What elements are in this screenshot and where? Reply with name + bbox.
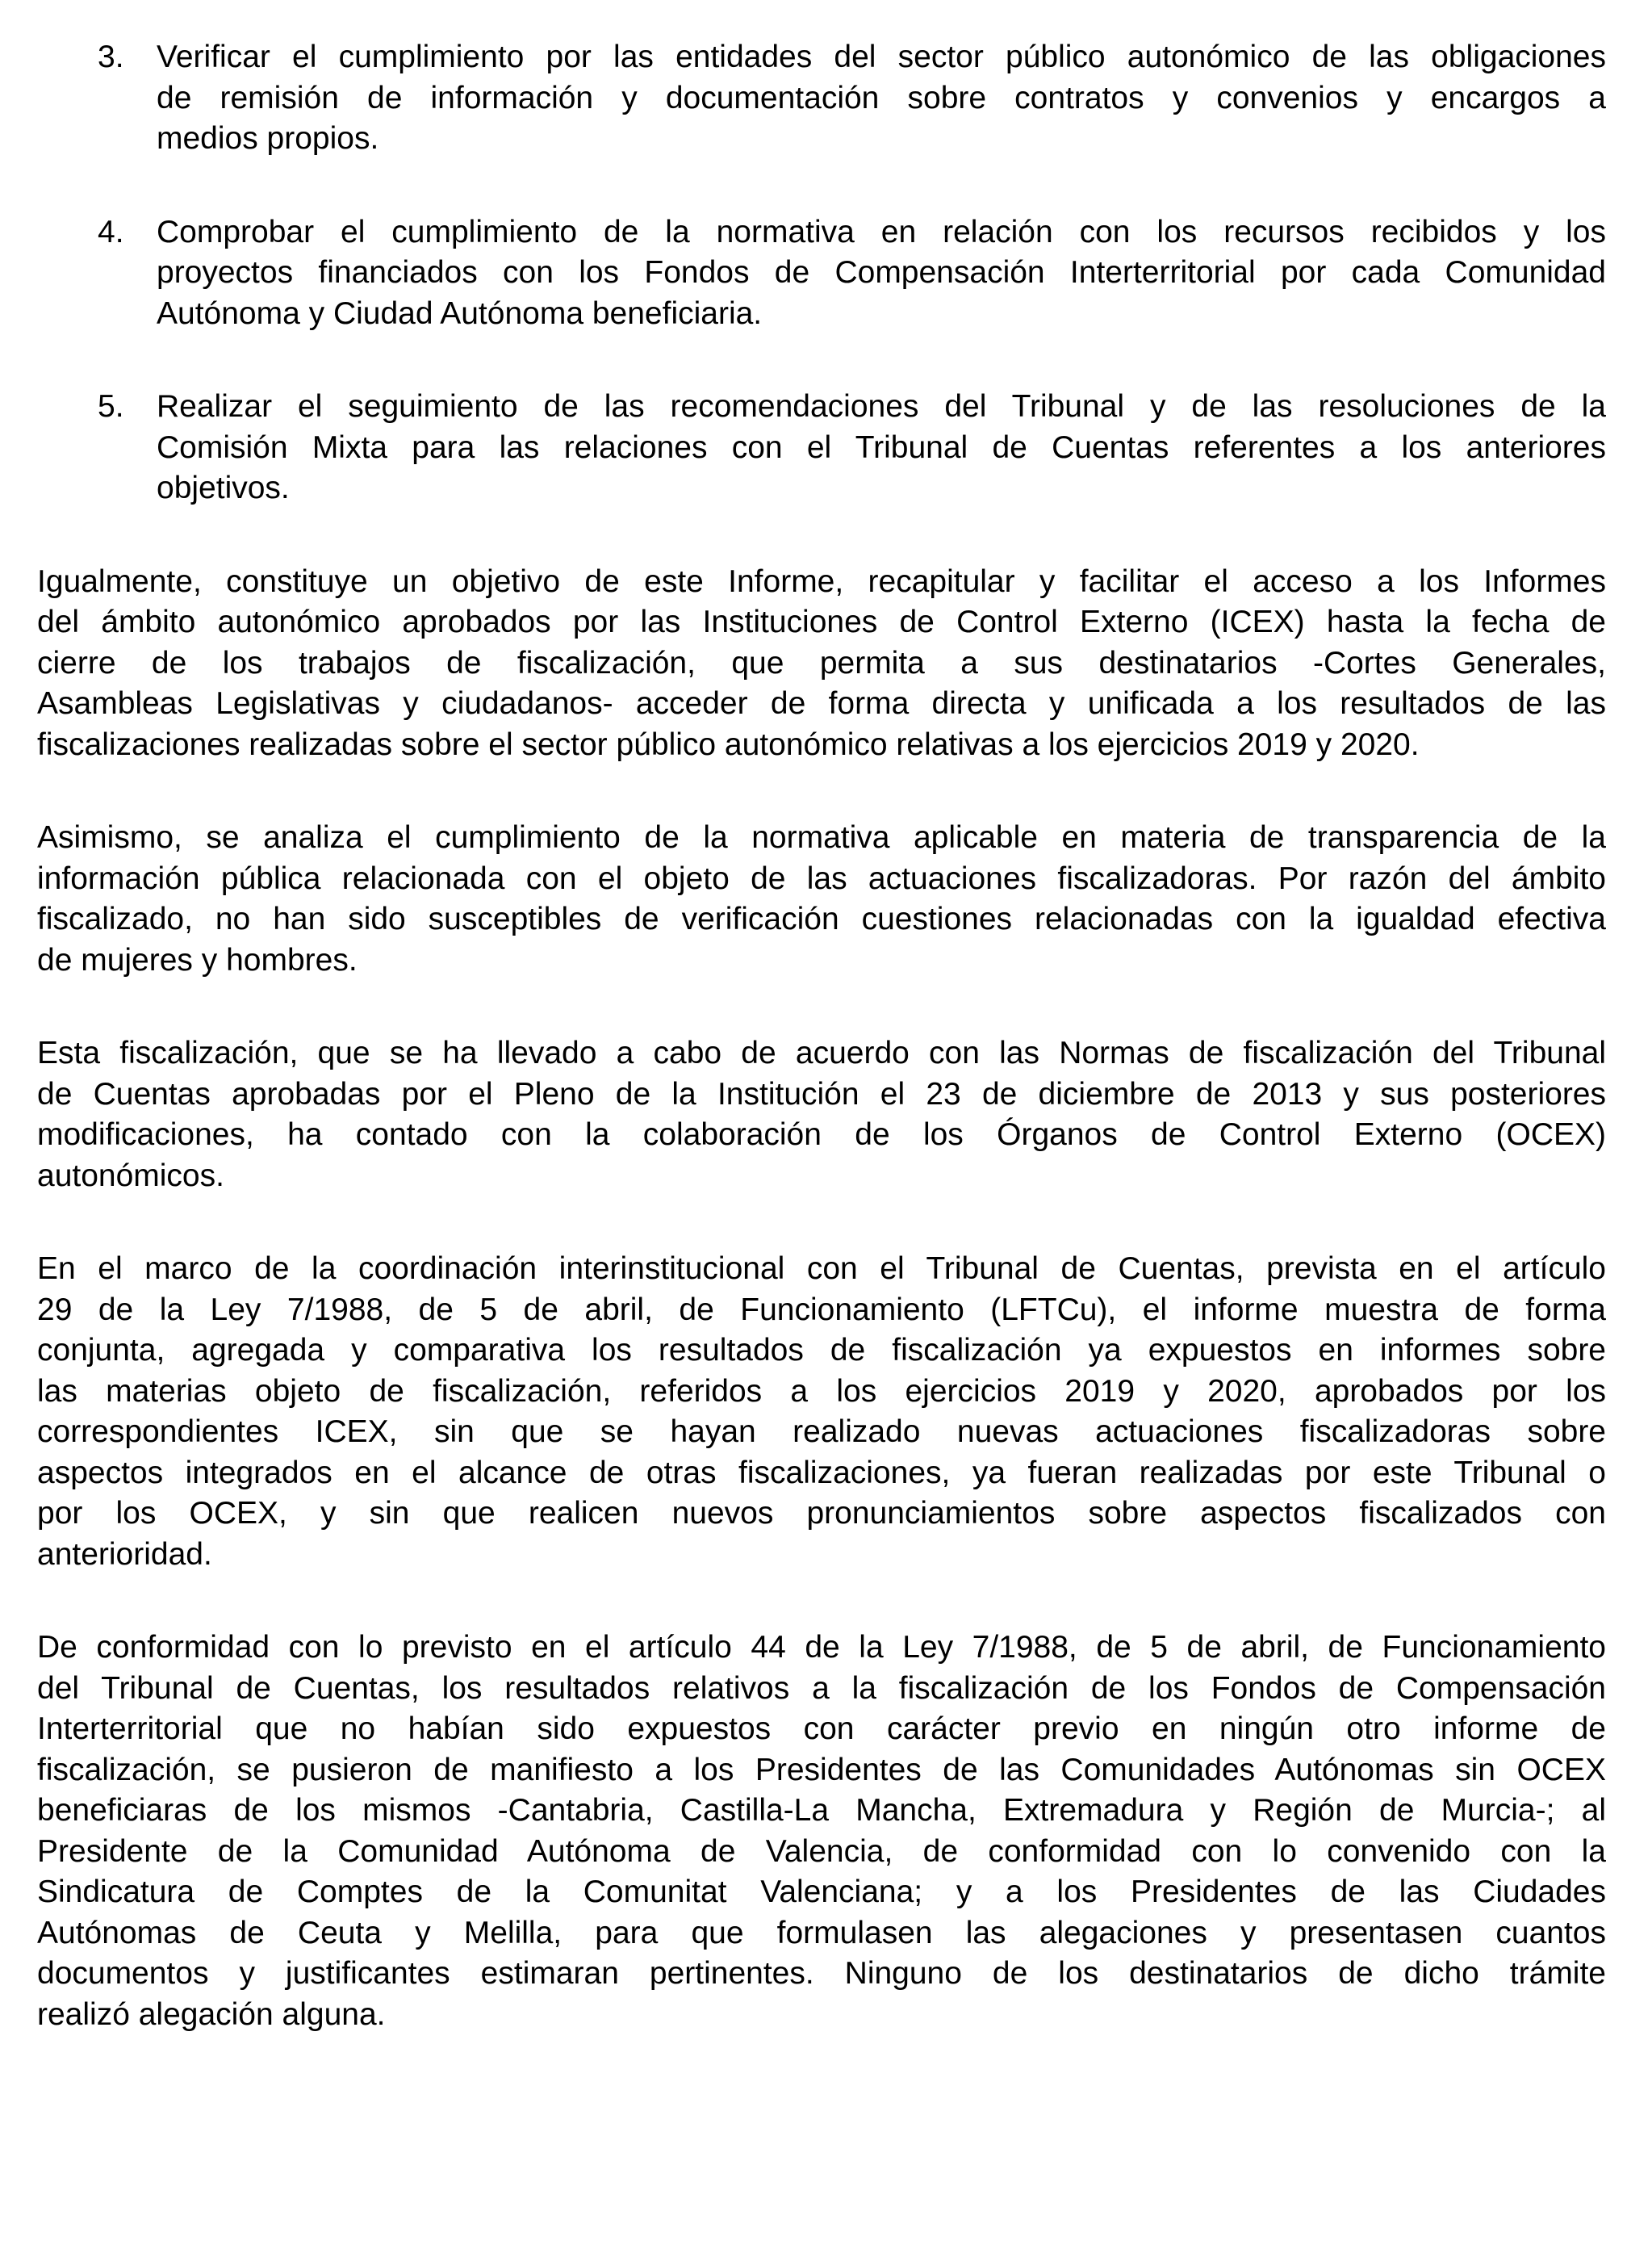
- text-line: documentos y justificantes estimaran pertinentes. Ninguno de los destinatarios de dicho trámite: [37, 1956, 1606, 1991]
- text-line: En el marco de la coordinación interinstitucional con el Tribunal de Cuentas, prevista en el artículo: [37, 1251, 1606, 1286]
- text-line: Presidente de la Comunidad Autónoma de Valencia, de conformidad con lo convenido con la: [37, 1833, 1606, 1869]
- text-line: anterioridad.: [37, 1536, 212, 1572]
- text-line: fiscalizado, no han sido susceptibles de verificación cuestiones relacionadas con la igualdad efectiva: [37, 902, 1606, 936]
- text-line: beneficiaras de los mismos -Cantabria, Castilla-La Mancha, Extremadura y Región de Murcia-; al: [37, 1793, 1606, 1828]
- text-line: de mujeres y hombres.: [37, 942, 358, 978]
- list-item: [37, 37, 1606, 160]
- text-line: información pública relacionada con el objeto de las actuaciones fiscalizadoras. Por razón del ámbito: [37, 861, 1606, 896]
- text-line: aspectos integrados en el alcance de otras fiscalizaciones, ya fueran realizadas por este Tribunal o: [37, 1455, 1606, 1490]
- text-line: correspondientes ICEX, sin que se hayan realizado nuevas actuaciones fiscalizadoras sobre: [37, 1414, 1606, 1449]
- text-line: objetivos.: [157, 471, 290, 505]
- text-line: conjunta, agregada y comparativa los resultados de fiscalización ya expuestos en informes sobre: [37, 1333, 1606, 1368]
- paragraph: [37, 1627, 1606, 2035]
- paragraph: [37, 818, 1606, 981]
- text-line: de Cuentas aprobadas por el Pleno de la Institución el 23 de diciembre de 2013 y sus posteriores: [37, 1076, 1606, 1112]
- text-line: Autónoma y Ciudad Autónoma beneficiaria.: [157, 295, 763, 331]
- list-item-number: 4.: [98, 214, 124, 249]
- text-line: medios propios.: [157, 121, 379, 156]
- text-line: fiscalizaciones realizadas sobre el sector público autonómico relativas a los ejercicios 2019 y 2020.: [37, 727, 1420, 762]
- text-line: Autónomas de Ceuta y Melilla, para que formulasen las alegaciones y presentasen cuantos: [37, 1915, 1606, 1950]
- text-line: realizó alegación alguna.: [37, 1996, 386, 2032]
- text-line: autonómicos.: [37, 1158, 224, 1193]
- text-line: Comprobar el cumplimiento de la normativa en relación con los recursos recibidos y los: [157, 214, 1606, 249]
- list-item-number: 3.: [98, 40, 124, 74]
- list-item-number: 5.: [98, 389, 124, 424]
- text-line: cierre de los trabajos de fiscalización, que permita a sus destinatarios -Cortes Generales,: [37, 645, 1606, 681]
- list-item: [37, 212, 1606, 335]
- text-line: Sindicatura de Comptes de la Comunitat Valenciana; y a los Presidentes de las Ciudades: [37, 1874, 1606, 1909]
- text-line: Interterritorial que no habían sido expuestos con carácter previo en ningún otro informe de: [37, 1711, 1606, 1746]
- text-line: Comisión Mixta para las relaciones con el Tribunal de Cuentas referentes a los anteriores: [157, 429, 1606, 465]
- text-line: Verificar el cumplimiento por las entidades del sector público autonómico de las obligaciones: [157, 40, 1606, 74]
- text-line: proyectos financiados con los Fondos de Compensación Interterritorial por cada Comunidad: [157, 255, 1606, 290]
- paragraph: [37, 562, 1606, 766]
- text-line: 29 de la Ley 7/1988, de 5 de abril, de Funcionamiento (LFTCu), el informe muestra de forma: [37, 1292, 1606, 1327]
- text-line: De conformidad con lo previsto en el artículo 44 de la Ley 7/1988, de 5 de abril, de Funcionamiento: [37, 1630, 1606, 1665]
- text-line: del Tribunal de Cuentas, los resultados relativos a la fiscalización de los Fondos de Compensación: [37, 1670, 1606, 1706]
- text-line: de remisión de información y documentación sobre contratos y convenios y encargos a: [157, 80, 1606, 115]
- text-line: fiscalización, se pusieron de manifiesto a los Presidentes de las Comunidades Autónomas sin OCEX: [37, 1752, 1606, 1787]
- text-line: las materias objeto de fiscalización, referidos a los ejercicios 2019 y 2020, aprobados por los: [37, 1373, 1606, 1409]
- paragraph: [37, 1033, 1606, 1196]
- text-line: Igualmente, constituye un objetivo de este Informe, recapitular y facilitar el acceso a los Informes: [37, 563, 1606, 599]
- text-line: por los OCEX, y sin que realicen nuevos pronunciamientos sobre aspectos fiscalizados con: [37, 1496, 1606, 1531]
- text-line: Esta fiscalización, que se ha llevado a cabo de acuerdo con las Normas de fiscalización del Tribunal: [37, 1036, 1606, 1070]
- text-line: modificaciones, ha contado con la colaboración de los Órganos de Control Externo (OCEX): [37, 1117, 1606, 1152]
- document-page: [37, 37, 1606, 2088]
- list-item: [37, 387, 1606, 509]
- paragraph: [37, 1249, 1606, 1575]
- text-line: Realizar el seguimiento de las recomendaciones del Tribunal y de las resoluciones de la: [157, 389, 1606, 424]
- text-line: del ámbito autonómico aprobados por las Instituciones de Control Externo (ICEX) hasta la fecha de: [37, 605, 1606, 639]
- text-line: Asimismo, se analiza el cumplimiento de la normativa aplicable en materia de transparencia de la: [37, 820, 1606, 855]
- text-line: Asambleas Legislativas y ciudadanos- acceder de forma directa y unificada a los resultados de las: [37, 686, 1606, 721]
